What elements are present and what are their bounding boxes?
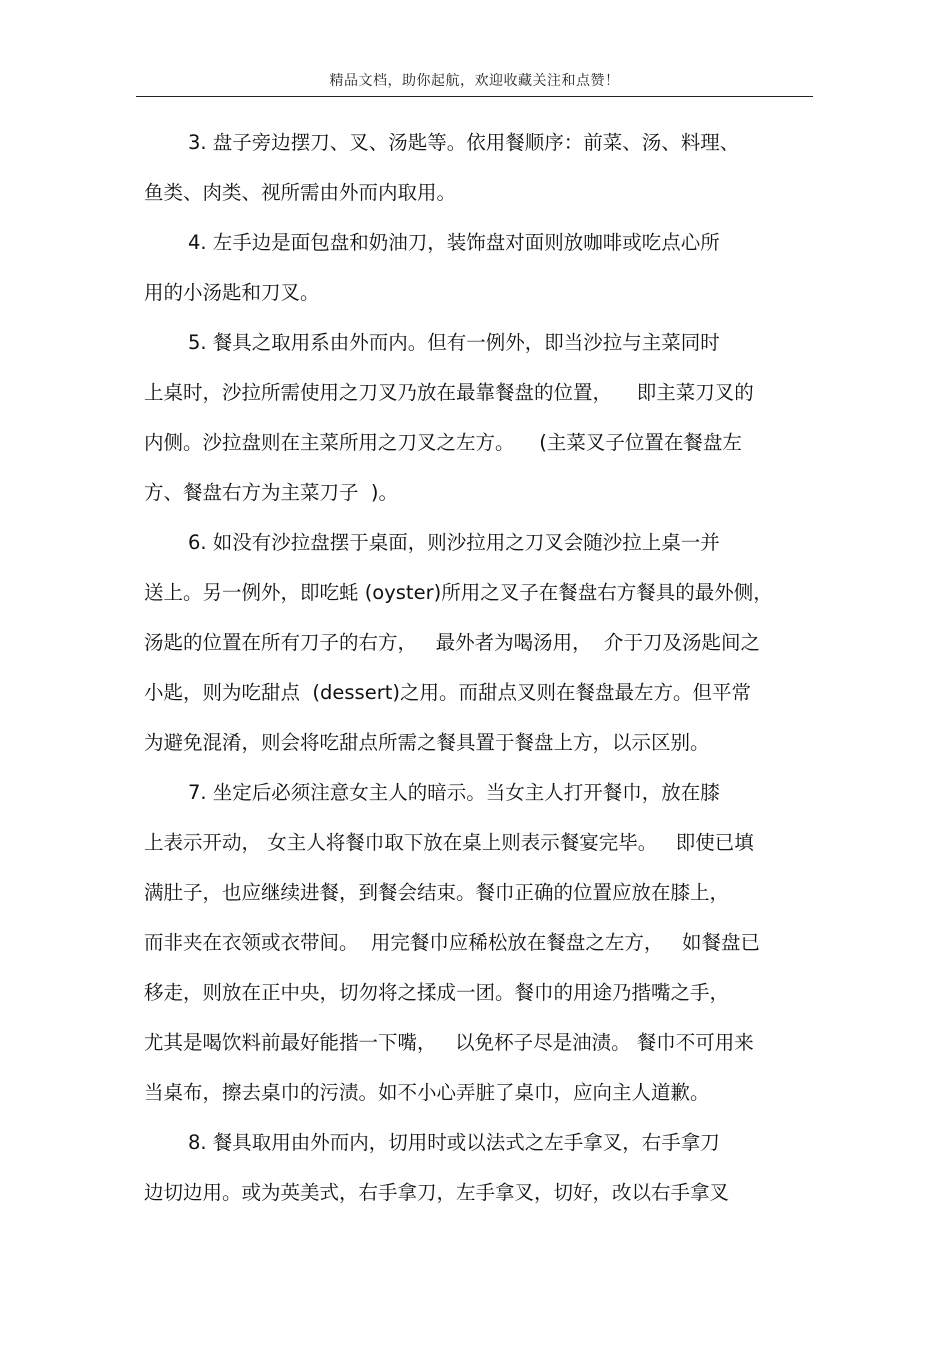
paragraph-first-line: 6. 如没有沙拉盘摆于桌面，则沙拉用之刀叉会随沙拉上桌一并 (188, 531, 720, 554)
paragraph-first-line: 8. 餐具取用由外而内，切用时或以法式之左手拿叉，右手拿刀 (188, 1131, 720, 1154)
paragraph-line: 方、餐盘右方为主菜刀子 )。 (144, 481, 399, 504)
paragraph-first-line: 7. 坐定后必须注意女主人的暗示。当女主人打开餐巾，放在膝 (188, 781, 720, 804)
document-body (144, 118, 809, 1218)
paragraph-first-line: 5. 餐具之取用系由外而内。但有一例外，即当沙拉与主菜同时 (188, 331, 720, 354)
paragraph-line: 当桌布，擦去桌巾的污渍。如不小心弄脏了桌巾，应向主人道歉。 (144, 1081, 710, 1104)
paragraph-line: 小匙，则为吃甜点 (dessert)之用。而甜点叉则在餐盘最左方。但平常 (144, 681, 751, 704)
paragraph-line: 为避免混淆，则会将吃甜点所需之餐具置于餐盘上方，以示区别。 (144, 731, 710, 754)
paragraph-line: 内侧。沙拉盘则在主菜所用之刀叉之左方。 (主菜叉子位置在餐盘左 (144, 431, 742, 454)
paragraph-line: 而非夹在衣领或衣带间。 用完餐巾应稀松放在餐盘之左方， 如餐盘已 (144, 931, 760, 954)
paragraph-line: 尤其是喝饮料前最好能揩一下嘴， 以免杯子尽是油渍。 餐巾不可用来 (144, 1031, 754, 1054)
paragraph-line: 移走，则放在正中央，切勿将之揉成一团。餐巾的用途乃揩嘴之手， (144, 981, 730, 1004)
paragraph-line: 满肚子，也应继续进餐，到餐会结束。餐巾正确的位置应放在膝上， (144, 881, 730, 904)
paragraph-line: 鱼类、肉类、视所需由外而内取用。 (144, 181, 457, 204)
paragraph-line: 上桌时，沙拉所需使用之刀叉乃放在最靠餐盘的位置， 即主菜刀叉的 (144, 381, 754, 404)
paragraph-line: 用的小汤匙和刀叉。 (144, 281, 320, 304)
header-text: 精品文档，助你起航，欢迎收藏关注和点赞！ (329, 73, 620, 89)
paragraph-first-line: 3. 盘子旁边摆刀、叉、汤匙等。依用餐顺序：前菜、汤、料理、 (188, 131, 740, 154)
paragraph-line: 边切边用。或为英美式，右手拿刀，左手拿叉，切好，改以右手拿叉 (144, 1181, 730, 1204)
page-header (136, 62, 813, 97)
paragraph-first-line: 4. 左手边是面包盘和奶油刀，装饰盘对面则放咖啡或吃点心所 (188, 231, 720, 254)
paragraph-line: 上表示开动， 女主人将餐巾取下放在桌上则表示餐宴完毕。 即使已填 (144, 831, 754, 854)
paragraph-line: 汤匙的位置在所有刀子的右方， 最外者为喝汤用， 介于刀及汤匙间之 (144, 631, 760, 654)
paragraph-line: 送上。另一例外，即吃蚝 (oyster)所用之叉子在餐盘右方餐具的最外侧， (144, 581, 773, 604)
